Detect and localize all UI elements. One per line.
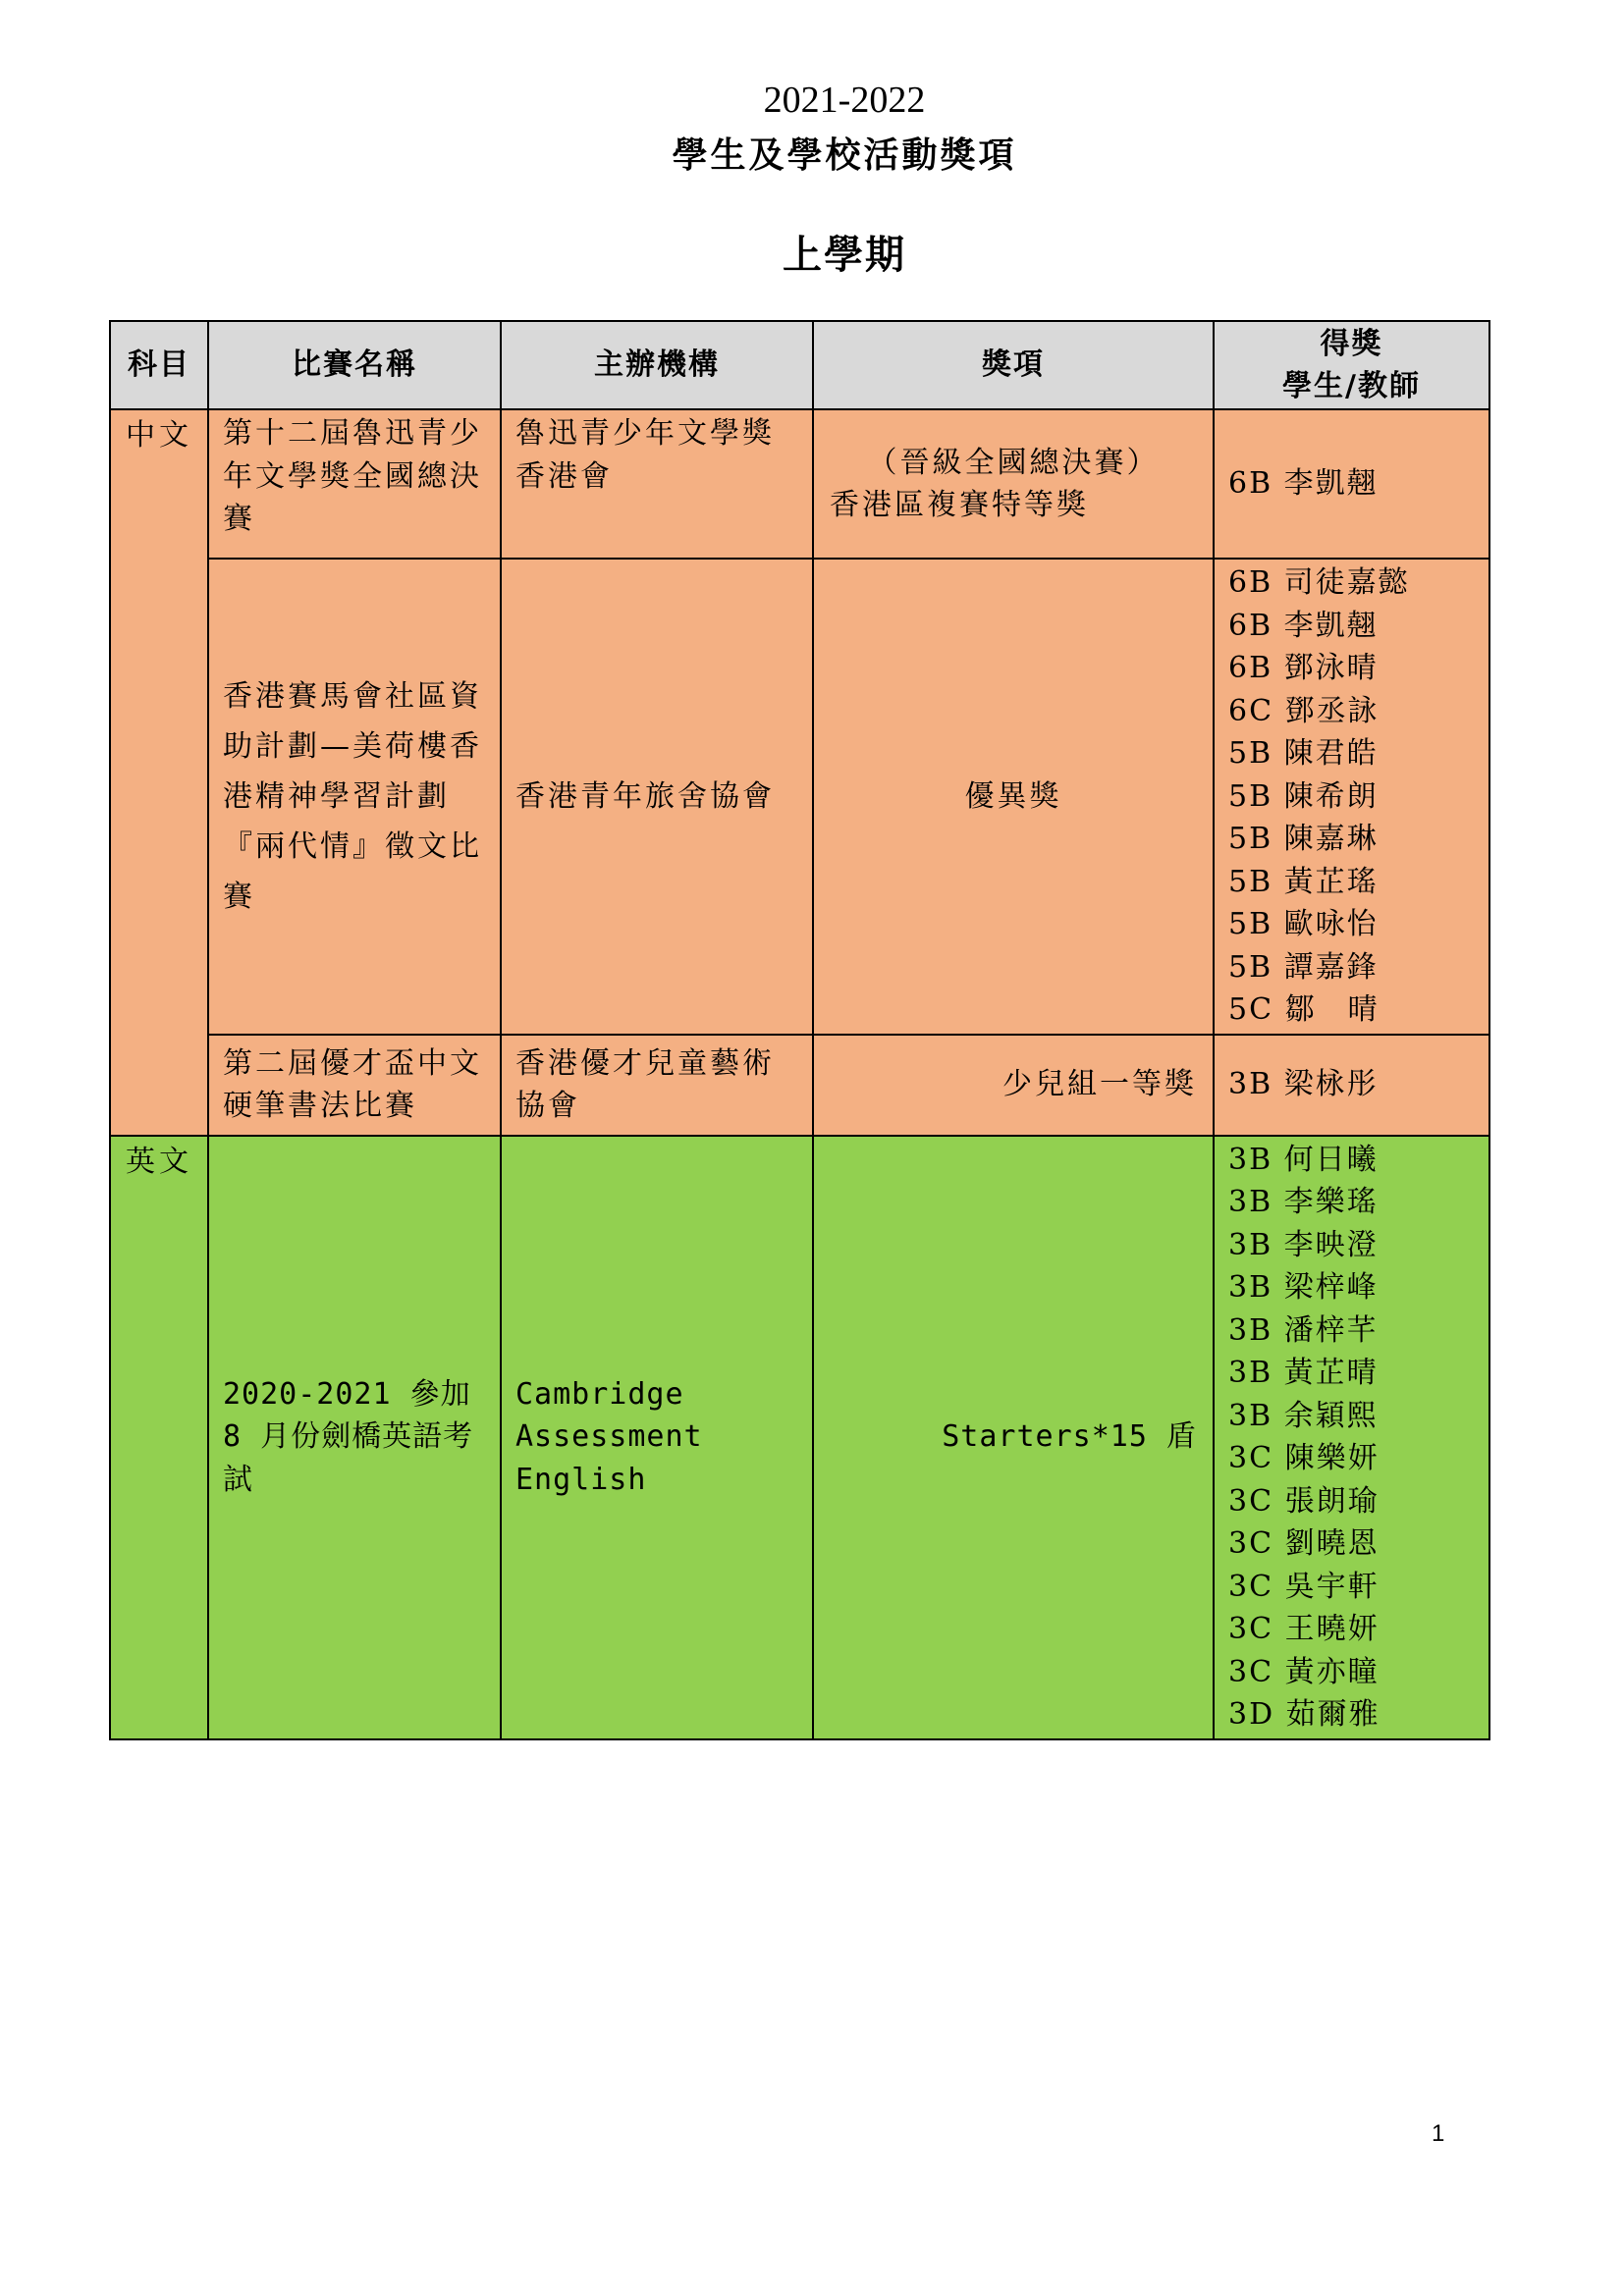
organizer-name: 香港青年旅舍協會 [501,559,813,1035]
award-cell [813,409,1214,559]
header-subject: 科目 [110,321,208,409]
header-winners-line1: 得獎 [1320,326,1383,361]
winners-cell [1214,409,1489,559]
term-heading: 上學期 [783,232,906,278]
competition-name: 香港賽馬會社區資助計劃—美荷樓香港精神學習計劃『兩代情』徵文比賽 [208,559,501,1035]
winners-cell [1214,559,1489,1035]
winner-name: 5B 陳嘉琳 [1228,822,1379,856]
winner-name: 3D 茹爾雅 [1228,1697,1380,1732]
table-row [110,1136,1489,1739]
winners-cell [1214,1136,1489,1739]
winner-name: 5B 陳君皓 [1228,736,1379,771]
document-title: 學生及學校活動獎項 [672,134,1017,176]
winner-name: 3C 王曉妍 [1228,1612,1380,1646]
winner-name: 3B 李樂瑤 [1228,1185,1379,1219]
winner-name: 3B 梁梓峰 [1228,1270,1379,1305]
winner-name: 6B 司徒嘉懿 [1228,565,1410,600]
awards-table [109,320,1490,1740]
winner-name: 3B 余穎熙 [1228,1398,1379,1433]
winner-name: 3C 吳宇軒 [1228,1569,1380,1604]
winner-name: 3B 梁栐彤 [1228,1067,1379,1102]
winner-name: 6B 鄧泳晴 [1228,651,1379,685]
organizer-name: 魯迅青少年文學獎香港會 [501,409,813,559]
award-cell: 優異獎 [813,559,1214,1035]
competition-name: 2020-2021 參加 8 月份劍橋英語考試 [208,1136,501,1739]
header-winners-line2: 學生/教師 [1282,369,1421,403]
organizer-name: 香港優才兒童藝術協會 [501,1035,813,1136]
winner-name: 5B 陳希朗 [1228,778,1379,814]
organizer-name: Cambridge Assessment English [501,1136,813,1739]
winner-name: 6B 李凱翹 [1228,608,1379,643]
header-organizer: 主辦機構 [501,321,813,409]
award-line2: 香港區複賽特等獎 [830,488,1089,522]
subject-english: 英文 [110,1136,208,1739]
winner-name: 5B 歐咏怡 [1228,907,1379,941]
table-header-row [110,321,1489,409]
competition-name: 第二屆優才盃中文硬筆書法比賽 [208,1035,501,1136]
header-competition: 比賽名稱 [208,321,501,409]
winner-name: 3C 張朗瑜 [1228,1483,1380,1519]
award-cell: 少兒組一等獎 [813,1035,1214,1136]
winner-name: 3C 陳樂妍 [1228,1441,1380,1475]
winner-name: 3B 潘梓芊 [1228,1312,1379,1348]
winner-name: 3B 黃芷晴 [1228,1356,1379,1390]
award-line1: （晉級全國總決賽） [867,445,1160,480]
subject-chinese: 中文 [110,409,208,1136]
table-row [110,559,1489,1035]
award-cell: Starters*15 盾 [813,1136,1214,1739]
competition-name: 第十二屆魯迅青少年文學獎全國總決賽 [208,409,501,559]
table-row [110,409,1489,559]
winners-cell [1214,1035,1489,1136]
winner-name: 5B 譚嘉鋒 [1228,949,1379,985]
winner-name: 3B 李映澄 [1228,1227,1379,1262]
winner-name: 3C 劉曉恩 [1228,1526,1380,1561]
winner-name: 6C 鄧丞詠 [1228,693,1380,728]
winner-name: 3B 何日曦 [1228,1142,1379,1177]
winner-name: 5B 黃芷瑤 [1228,864,1379,899]
document-year: 2021-2022 [763,80,926,121]
winner-name: 5C 鄒 晴 [1228,992,1380,1027]
header-winners [1214,321,1489,409]
winner-name: 6B 李凱翹 [1228,466,1379,502]
winner-name: 3C 黃亦瞳 [1228,1654,1380,1689]
table-row [110,1035,1489,1136]
page-number: 1 [1432,2120,1445,2147]
header-award: 獎項 [813,321,1214,409]
